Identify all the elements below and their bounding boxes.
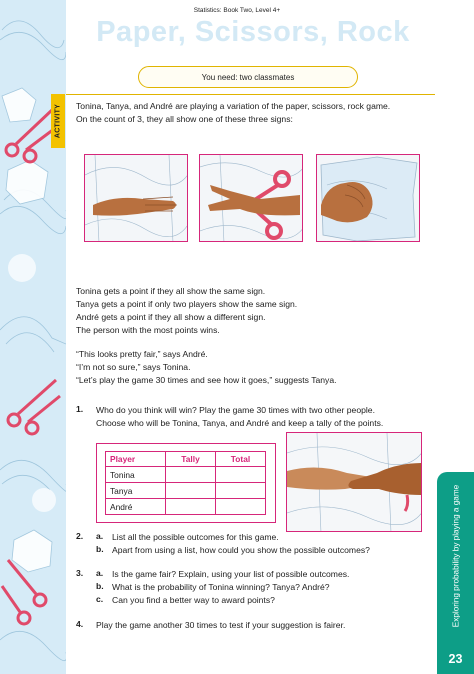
table-row [106,499,266,515]
question-2a-label: a. [96,531,104,541]
question-3a-label: a. [96,568,104,578]
materials-needed-box: You need: two classmates [138,66,358,88]
section-title-vertical: Exploring probability by playing a game [451,484,460,628]
header-player: Player [106,452,166,467]
activity-label: ACTIVITY [54,103,62,139]
dialogue-tanya: “Let’s play the game 30 times and see how it goes,” suggests Tanya. [76,375,337,385]
rock-fist-photo [316,154,420,242]
question-2-number: 2. [76,531,84,541]
player-name: André [106,499,166,515]
dialogue-tonina: “I’m not so sure,” says Tonina. [76,362,191,372]
question-3b-text: What is the probability of Tonina winning? Tanya? André? [112,582,330,592]
player-name: Tonina [106,467,166,483]
player-name: Tanya [106,483,166,499]
tally-cell [166,483,216,499]
question-3a-text: Is the game fair? Explain, using your list of possible outcomes. [112,569,350,579]
rule-tanya: Tanya gets a point if only two players show the same sign. [76,299,298,309]
rule-andre: André gets a point if they all show a different sign. [76,312,266,322]
table-row [106,483,266,499]
question-2a-text: List all the possible outcomes for this game. [112,532,279,542]
question-3c-label: c. [96,594,104,604]
table-header-row [106,452,266,467]
question-2b-label: b. [96,544,104,554]
tally-table [105,451,266,515]
section-side-tab [437,472,474,674]
question-1-line-2: Choose who will be Tonina, Tanya, and André and keep a tally of the points. [96,418,384,428]
total-cell [216,499,266,515]
activity-divider [66,94,435,95]
header-total: Total [216,452,266,467]
question-1-line-1: Who do you think will win? Play the game 30 times with two other people. [96,405,375,415]
total-cell [216,483,266,499]
intro-line-1: Tonina, Tanya, and André are playing a variation of the paper, scissors, rock game. [76,101,391,111]
tally-cell [166,467,216,483]
question-3c-text: Can you find a better way to award points? [112,595,275,605]
intro-line-2: On the count of 3, they all show one of these three signs: [76,114,293,124]
question-4-text: Play the game another 30 times to test if your suggestion is fairer. [96,620,346,630]
question-2b-text: Apart from using a list, how could you show the possible outcomes? [112,545,370,555]
handshake-photo [286,432,422,532]
tally-cell [166,499,216,515]
question-4-number: 4. [76,619,84,629]
rule-tonina: Tonina gets a point if they all show the same sign. [76,286,266,296]
page-number: 23 [448,652,463,666]
book-header: Statistics: Book Two, Level 4+ [193,7,281,14]
page-title: Paper, Scissors, Rock [96,16,410,48]
question-3-number: 3. [76,568,84,578]
tally-table-box [96,443,276,523]
activity-label-tab [51,94,65,148]
total-cell [216,467,266,483]
header-tally: Tally [166,452,216,467]
dialogue-andre: “This looks pretty fair,” says André. [76,349,208,359]
question-1-number: 1. [76,404,84,414]
table-row [106,467,266,483]
question-3b-label: b. [96,581,104,591]
scissors-hand-photo [199,154,303,242]
rule-winner: The person with the most points wins. [76,325,220,335]
paper-hand-photo [84,154,188,242]
